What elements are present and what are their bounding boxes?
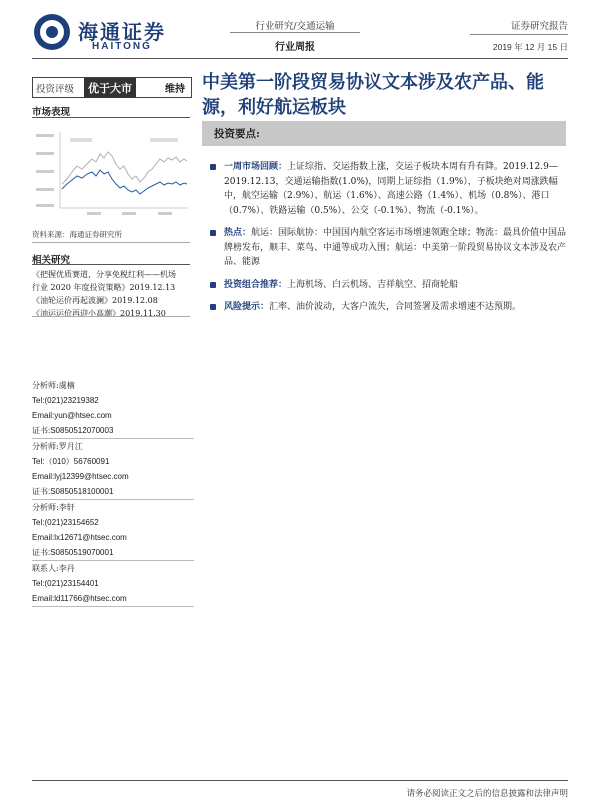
key-point bbox=[210, 278, 570, 293]
related-research-title: 相关研究 bbox=[32, 255, 71, 266]
contact-role: 联系人:李丹 bbox=[32, 564, 75, 573]
report-date: 2019 年 12 月 15 日 bbox=[492, 42, 568, 52]
key-point-text: 上证综指、交运指数上涨，交运子板块本周有升有降。2019.12.9—2019.12.13，交通运输指数(1.0%)，同期上证综指（1.9%），子板块绝对周涨跌幅中，航空运输（2.9%）、航运（1.6%）、高速公路（1.4%）、机场（0.8%）、港口（0.7%）、铁路运输（0.5%）、公交（-0.1%）、物流（-0.1%）。 bbox=[224, 162, 558, 216]
chart-legend-series1 bbox=[70, 138, 92, 142]
related-research-list bbox=[32, 268, 194, 320]
contact-email[interactable]: Email:yun@htsec.com bbox=[32, 411, 112, 420]
contact-tel: Tel:（010）56760091 bbox=[32, 457, 110, 466]
header-divider bbox=[230, 32, 360, 33]
related-item[interactable]: 《油运运价再迎小高潮》2019.11.30 bbox=[32, 309, 166, 318]
contact-cert: 证书:S0850512070003 bbox=[32, 423, 194, 439]
report-type: 行业周报 bbox=[275, 42, 315, 53]
key-points-list bbox=[210, 160, 570, 323]
related-item[interactable]: 《油轮运价再起波澜》2019.12.08 bbox=[32, 296, 158, 305]
contact-email[interactable]: Email:ld11766@htsec.com bbox=[32, 591, 194, 607]
rating-box bbox=[32, 77, 192, 98]
analyst-contacts bbox=[32, 378, 194, 607]
footer-rule bbox=[32, 780, 568, 781]
market-performance-chart bbox=[32, 124, 190, 224]
key-point-lead: 风险提示： bbox=[224, 302, 270, 312]
contact-card bbox=[32, 378, 194, 439]
report-title: 中美第一阶段贸易协议文本涉及农产品、能源，利好航运板块 bbox=[202, 72, 544, 118]
bullet-icon bbox=[210, 230, 216, 236]
contact-email[interactable]: Email:lyj12399@htsec.com bbox=[32, 472, 129, 481]
key-point bbox=[210, 226, 570, 270]
rating-action: 维持 bbox=[165, 84, 185, 95]
key-point-lead: 一周市场回顾： bbox=[224, 162, 288, 172]
bullet-icon bbox=[210, 304, 216, 310]
disclaimer-notice: 请务必阅读正文之后的信息披露和法律声明 bbox=[406, 789, 568, 799]
key-point-lead: 投资组合推荐： bbox=[224, 279, 288, 290]
contact-email[interactable]: Email:lx12671@htsec.com bbox=[32, 533, 127, 542]
contact-tel: Tel:(021)23154401 bbox=[32, 579, 99, 588]
report-kind: 证券研究报告 bbox=[510, 21, 568, 32]
contact-card bbox=[32, 500, 194, 561]
logo-cn-text: 海通证券 bbox=[78, 20, 166, 44]
header-bottom-rule bbox=[32, 58, 568, 59]
bullet-icon bbox=[210, 164, 216, 170]
related-item[interactable]: 《把握优质赛道，分享免税红利——机场 bbox=[32, 270, 176, 279]
key-point bbox=[210, 300, 570, 315]
market-performance-title: 市场表现 bbox=[32, 107, 71, 118]
contact-card bbox=[32, 439, 194, 500]
logo-en-text: HAITONG bbox=[92, 41, 152, 52]
divider bbox=[32, 117, 190, 118]
rating-value: 优于大市 bbox=[84, 78, 136, 98]
industry-category: 行业研究/交通运输 bbox=[255, 21, 335, 32]
contact-cert: 证书:S0850518100001 bbox=[32, 484, 194, 500]
bullet-icon bbox=[210, 282, 216, 288]
haitong-emblem-icon bbox=[34, 14, 70, 50]
summary-title: 投资要点: bbox=[214, 128, 260, 140]
contact-card bbox=[32, 561, 194, 607]
chart-x-ticks bbox=[87, 212, 172, 215]
contact-role: 分析师:李轩 bbox=[32, 503, 75, 512]
divider bbox=[32, 264, 190, 265]
key-point-lead: 热点： bbox=[224, 228, 252, 238]
contact-tel: Tel:(021)23154652 bbox=[32, 518, 99, 527]
key-point-text: 上海机场、白云机场、吉祥航空、招商轮船 bbox=[287, 279, 459, 290]
contact-tel: Tel:(021)23219382 bbox=[32, 396, 99, 405]
haitong-logo bbox=[34, 10, 184, 58]
divider bbox=[32, 316, 190, 317]
header-divider-right bbox=[470, 34, 568, 35]
chart-source: 资料来源：海通证券研究所 bbox=[32, 230, 122, 239]
chart-legend-series2 bbox=[150, 138, 178, 142]
contact-cert: 证书:S0850519070001 bbox=[32, 545, 194, 561]
key-point-text: 汇率、油价波动，大客户流失，合同签署及需求增速不达预期。 bbox=[269, 302, 522, 312]
contact-role: 分析师:罗月江 bbox=[32, 442, 83, 451]
key-point bbox=[210, 160, 570, 218]
related-item[interactable]: 行业 2020 年度投资策略》2019.12.13 bbox=[32, 283, 176, 292]
rating-label: 投资评级 bbox=[36, 83, 75, 95]
contact-role: 分析师:虞楠 bbox=[32, 381, 75, 390]
divider bbox=[32, 242, 190, 243]
key-point-text: 航运：国际航协：中国国内航空客运市场增速领跑全球；物流：最具价值中国品牌榜发布，顺丰、菜鸟、中通等成功入围；航运：中美第一阶段贸易协议文本涉及农产品、能源 bbox=[224, 228, 567, 267]
